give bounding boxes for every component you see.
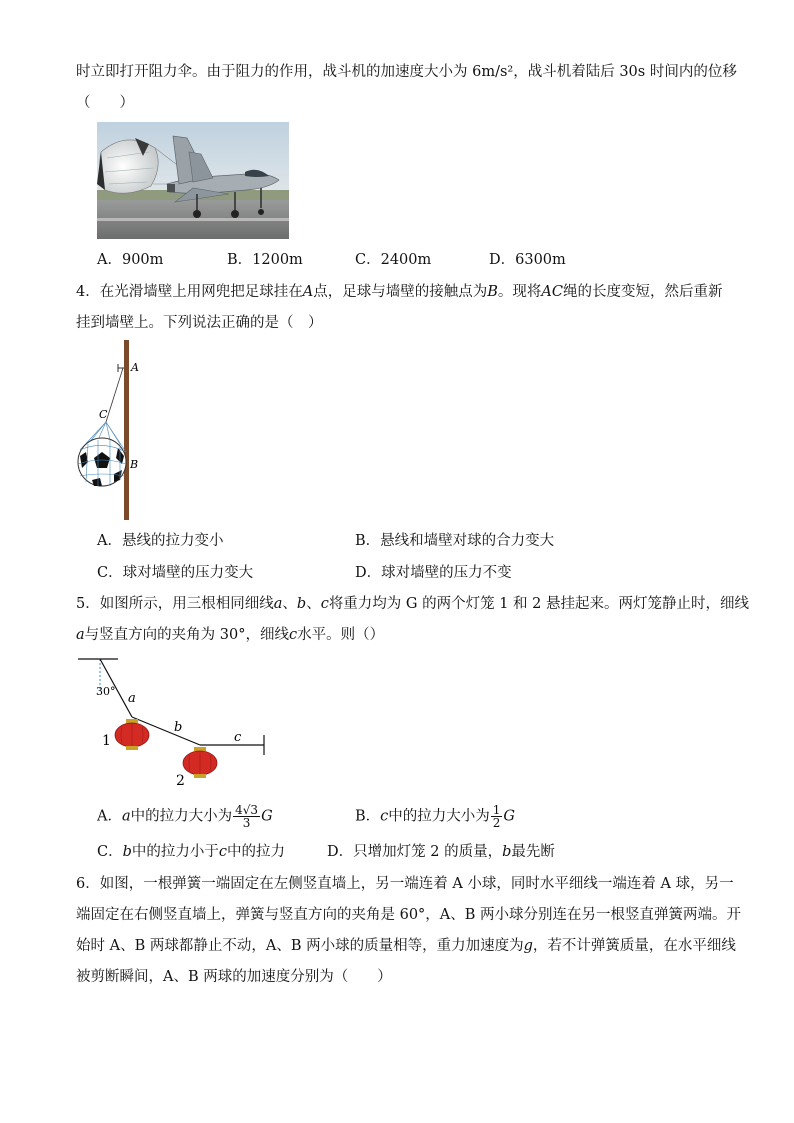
q5-var-b: b [296, 596, 307, 612]
q6-stem-line2: 端固定在右侧竖直墙上，弹簧与竖直方向的夹角是 60°，A、B 两小球分别连在另一根竖直弹簧两端。开 [76, 907, 742, 923]
q5-var-c: c [380, 808, 389, 825]
q5-text: 与竖直方向的夹角为 30°，细线 [84, 627, 289, 643]
q5-option-d [327, 842, 555, 862]
opt-prefix: C． [97, 844, 123, 860]
q5-stem-line2 [76, 625, 384, 645]
opt-text: D．只增加灯笼 2 的质量， [327, 844, 503, 860]
opt-text: 中的拉力大小为 [130, 808, 233, 825]
q6-stem-line4: 被剪断瞬间，A、B 两球的加速度分别为（ ） [76, 969, 392, 985]
q4-text: 绳的长度变短，然后重新 [562, 284, 723, 300]
frac-den: 3 [242, 816, 251, 830]
q6-var-g: g [523, 938, 533, 954]
q5-text: 水平。则（） [297, 627, 385, 643]
q6-text: ，若不计弹簧质量，在水平细线 [532, 938, 736, 954]
q4-stem-line1 [76, 282, 722, 302]
frac-num: 1 [492, 803, 501, 817]
q5-option-b [355, 804, 515, 829]
fig-label-b: B [130, 458, 139, 471]
string-c-label: c [234, 730, 242, 745]
q5-text: 5．如图所示，用三根相同细线 [76, 596, 274, 612]
fraction-4root3-over-3 [233, 804, 260, 829]
fighter-jet-photo [97, 122, 289, 239]
q3-option-d: D．6300m [489, 252, 566, 268]
lantern-1-icon [115, 719, 149, 750]
fig-label-c: C [99, 408, 108, 421]
var-g: G [261, 808, 273, 825]
lanterns-figure [78, 655, 272, 787]
q5-var-a: a [121, 808, 131, 825]
frac-den: 2 [492, 816, 501, 830]
q5-sep: 、 [306, 596, 321, 612]
frac-num: 4√3 [235, 803, 259, 817]
fraction-1-over-2 [491, 804, 503, 829]
q5-sep: 、 [282, 596, 297, 612]
lantern-2-label: 2 [176, 773, 185, 787]
q6-text: 始时 A、B 两球都静止不动，A、B 两小球的质量相等，重力加速度为 [76, 938, 524, 954]
q5-var-c: c [288, 627, 298, 643]
opt-prefix: A． [97, 808, 122, 825]
q5-var-a: a [76, 627, 85, 643]
lantern-2-icon [183, 747, 217, 778]
q4-var-a: A [302, 284, 314, 300]
q5-var-b: b [122, 844, 132, 860]
q4-var-b: B [487, 284, 498, 300]
ball-on-wall-figure [74, 340, 154, 522]
q5-option-c [97, 842, 285, 862]
string-a-label: a [128, 691, 136, 706]
q6-stem-line3 [76, 936, 736, 956]
q3-option-a: A．900m [97, 252, 164, 268]
opt-text: 中的拉力大小为 [388, 808, 490, 825]
opt-text: 中的拉力 [227, 844, 286, 860]
q5-var-c: c [218, 844, 228, 860]
fig-label-a: A [131, 361, 139, 374]
q3-answer-bracket: （ ） [76, 95, 134, 111]
q5-var-c: c [320, 596, 329, 612]
opt-text: 最先断 [511, 844, 555, 860]
opt-prefix: B． [355, 808, 381, 825]
q4-option-b: B．悬线和墙壁对球的合力变大 [355, 533, 555, 549]
lantern-1-label: 1 [102, 733, 111, 749]
q4-option-a: A．悬线的拉力变小 [97, 533, 224, 549]
opt-text: 中的拉力小于 [131, 844, 219, 860]
q5-var-b: b [502, 844, 512, 860]
q4-text: 4．在光滑墙壁上用网兜把足球挂在 [76, 284, 303, 300]
q4-text: 。现将 [497, 284, 542, 300]
q4-option-d: D．球对墙壁的压力不变 [355, 565, 512, 581]
q4-text: 点，足球与墙壁的接触点为 [313, 284, 488, 300]
angle-label: 30° [96, 685, 116, 698]
q5-option-a [97, 804, 273, 829]
var-g: G [503, 808, 516, 825]
q3-option-b: B．1200m [227, 252, 303, 268]
q5-var-a: a [273, 596, 283, 612]
q5-stem-line1 [76, 594, 749, 614]
q6-stem-line1: 6．如图，一根弹簧一端固定在左侧竖直墙上，另一端连着 A 小球，同时水平细线一端连着 A 球，另一 [76, 876, 734, 892]
q5-text: 将重力均为 G 的两个灯笼 1 和 2 悬挂起来。两灯笼静止时，细线 [328, 596, 749, 612]
q4-option-c: C．球对墙壁的压力变大 [97, 565, 254, 581]
q3-stem-line1: 时立即打开阻力伞。由于阻力的作用，战斗机的加速度大小为 6m/s²，战斗机着陆后 30s 时间内的位移 [76, 64, 737, 80]
q4-stem-line2: 挂到墙壁上。下列说法正确的是（ ） [76, 315, 323, 331]
q3-option-c: C．2400m [355, 252, 432, 268]
q4-var-ac: AC [541, 284, 563, 300]
string-b-label: b [174, 720, 183, 735]
